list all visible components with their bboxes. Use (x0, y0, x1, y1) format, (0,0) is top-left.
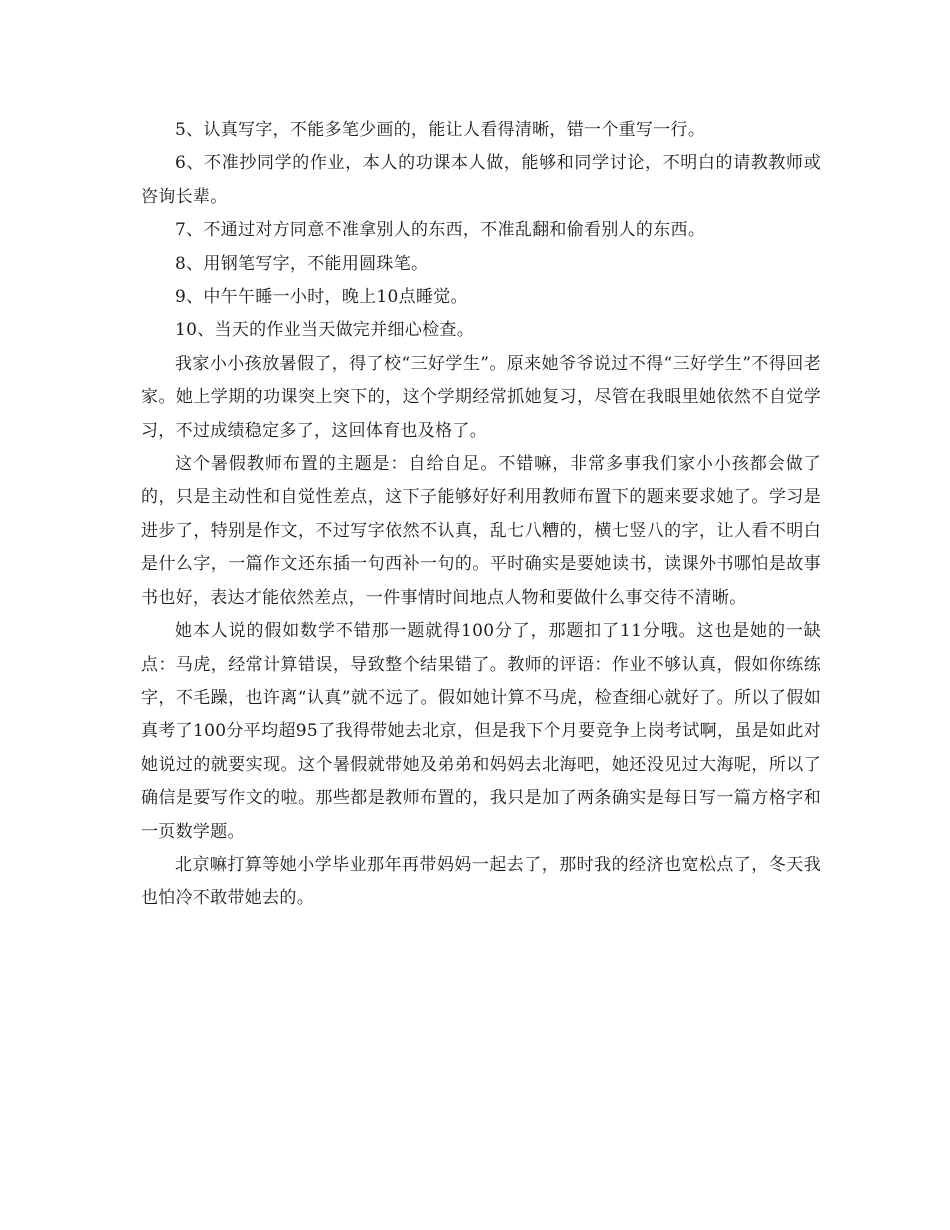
rule-6: 6、不准抄同学的作业，本人的功课本人做，能够和同学讨论，不明白的请教教师或咨询长辈。 (141, 153, 821, 207)
document-body (141, 114, 821, 916)
paragraph-math-score: 她本人说的假如数学不错那一题就得100分了，那题扣了11分哦。这也是她的一缺点：马虎，经常计算错误，导致整个结果错了。教师的评语：作业不够认真，假如你练练字，不毛躁，也许离“认真”就不远了。假如她计算不马虎，检查细心就好了。所以了假如真考了100分平均超95了我得带她去北京，但是我下个月要竞争上岗考试啊，虽是如此对她说过的就要实现。这个暑假就带她及弟弟和妈妈去北海吧，她还没见过大海呢，所以了确信是要写作文的啦。那些都是教师布置的，我只是加了两条确实是每日写一篇方格字和一页数学题。 (141, 621, 821, 842)
paragraph-summer-vacation: 我家小小孩放暑假了，得了校“三好学生”。原来她爷爷说过不得“三好学生”不得回老家。她上学期的功课突上突下的，这个学期经常抓她复习，尽管在我眼里她依然不自觉学习，不过成绩稳定多了，这回体育也及格了。 (141, 353, 821, 441)
paragraph-assignment-theme: 这个暑假教师布置的主题是：自给自足。不错嘛，非常多事我们家小小孩都会做了的，只是主动性和自觉性差点，这下子能够好好利用教师布置下的题来要求她了。学习是进步了，特别是作文，不过写字依然不认真，乱七八糟的，横七竖八的字，让人看不明白是什么字，一篇作文还东插一句西补一句的。平时确实是要她读书，读课外书哪怕是故事书也好，表达才能依然差点，一件事情时间地点人物和要做什么事交待不清晰。 (141, 454, 821, 608)
rule-10: 10、当天的作业当天做完并细心检查。 (175, 320, 475, 341)
rule-5: 5、认真写字，不能多笔少画的，能让人看得清晰，错一个重写一行。 (175, 120, 706, 140)
rule-9: 9、中午午睡一小时，晚上10点睡觉。 (175, 287, 468, 308)
paragraph-beijing-plan: 北京嘛打算等她小学毕业那年再带妈妈一起去了，那时我的经济也宽松点了，冬天我也怕冷不敢带她去的。 (141, 854, 821, 909)
rule-7: 7、不通过对方同意不准拿别人的东西，不准乱翻和偷看别人的东西。 (175, 220, 706, 241)
rule-8: 8、用钢笔写字，不能用圆珠笔。 (175, 253, 429, 274)
